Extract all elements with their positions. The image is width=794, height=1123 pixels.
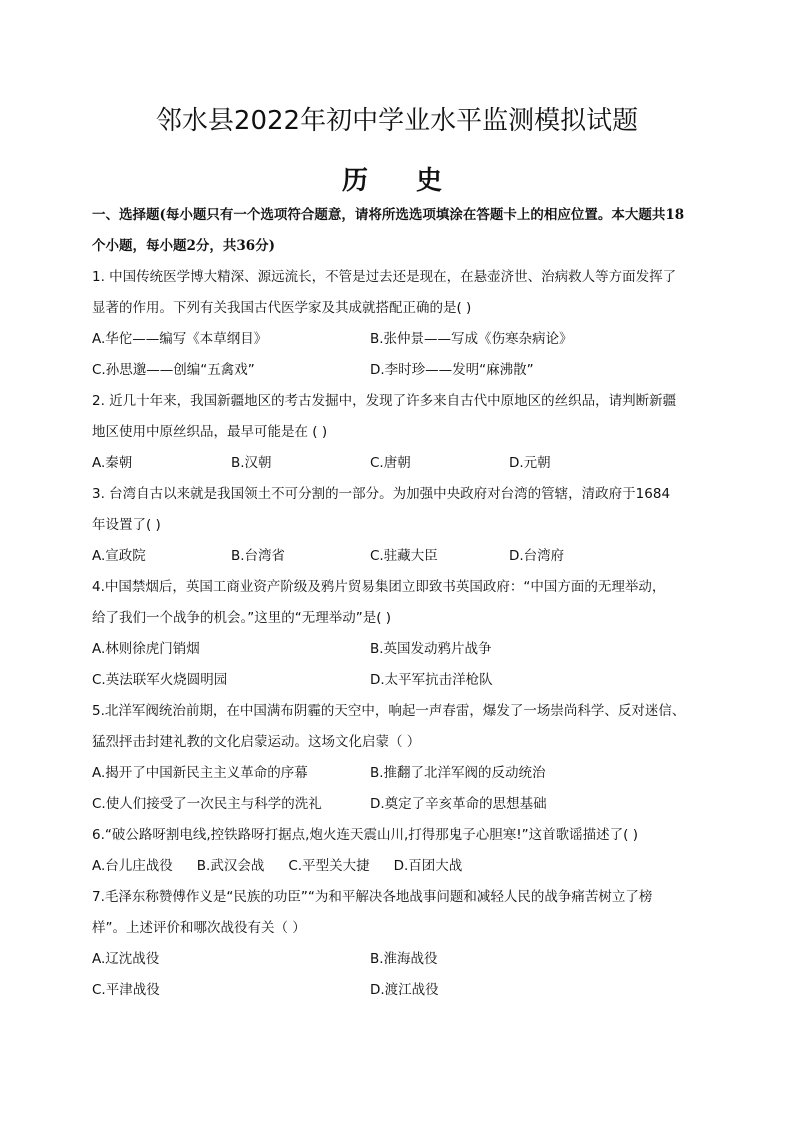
options-row [92,541,704,572]
options-row [92,789,704,820]
question-1 [92,262,704,386]
question-text-line: 7.毛泽东称赞傅作义是“民族的功臣”“为和平解决各地战事问题和减轻人民的战争痛苦树立了榜 [92,889,653,905]
question-text-line: 样”。上述评价和哪次战役有关（ ） [92,920,306,936]
question-text-line: 给了我们一个战争的机会。”这里的“无理举动”是( ) [92,610,392,626]
option-a: A.揭开了中国新民主主义革命的序幕 [92,765,308,781]
option-a: A.华佗——编写《本草纲目》 [92,331,268,347]
option-b: B.汉朝 [231,455,272,471]
question-text-line: 显著的作用。下列有关我国古代医学家及其成就搭配正确的是( ) [92,300,472,316]
option-c: C.驻藏大臣 [370,548,438,564]
question-5 [92,696,704,820]
option-a: A.辽沈战役 [92,951,160,967]
option-d: D.百团大战 [393,858,463,874]
option-d: D.元朝 [509,455,551,471]
options-row [92,324,704,355]
option-c: C.使人们接受了一次民主与科学的洗礼 [92,796,322,812]
question-3 [92,479,704,572]
question-text-line: 1. 中国传统医学博大精深、源远流长，不管是过去还是现在，在悬壶济世、治病救人等方面发挥了 [92,269,677,285]
option-c: C.英法联军火烧圆明园 [92,672,228,688]
option-d: D.李时珍——发明“麻沸散” [370,362,534,378]
option-a: A.秦朝 [92,455,133,471]
option-b: B.台湾省 [231,548,286,564]
option-d: D.台湾府 [509,548,565,564]
question-text-line: 6.“破公路呀割电线,控铁路呀打据点,炮火连天震山川,打得那鬼子心胆寒!”这首歌谣描述了( ) [92,827,638,843]
option-c: C.唐朝 [370,455,411,471]
options-row [92,634,704,665]
option-b: B.推翻了北洋军阀的反动统治 [370,765,546,781]
option-c: C.平津战役 [92,982,160,998]
option-a: A.宣政院 [92,548,146,564]
option-b: B.张仲景——写成《伤寒杂病论》 [370,331,573,347]
section-heading [92,200,704,262]
question-7 [92,882,704,1006]
option-a: A.林则徐虎门销烟 [92,641,200,657]
exam-content [92,200,704,1006]
section-heading-line: 一、选择题(每小题只有一个选项符合题意，请将所选选项填涂在答题卡上的相应位置。本大题共18 [92,207,685,223]
question-4 [92,572,704,696]
options-row [92,851,704,882]
question-6 [92,820,704,882]
question-text-line: 3. 台湾自古以来就是我国领土不可分割的一部分。为加强中央政府对台湾的管辖，清政府于1684 [92,486,671,502]
option-c: C.平型关大捷 [288,858,370,874]
option-d: D.渡江战役 [370,982,439,998]
question-text-line: 猛烈抨击封建礼教的文化启蒙运动。这场文化启蒙（ ） [92,734,421,750]
subject-title: 历 史 [341,166,453,196]
question-text-line: 5.北洋军阀统治前期，在中国满布阴霾的天空中，响起一声春雷，爆发了一场崇尚科学、反对迷信、 [92,703,686,719]
options-row [92,944,704,975]
option-b: B.武汉会战 [196,858,265,874]
question-text-line: 4.中国禁烟后，英国工商业资产阶级及鸦片贸易集团立即致书英国政府：“中国方面的无理举动， [92,579,666,595]
option-b: B.淮海战役 [370,951,438,967]
option-c: C.孙思邈——创编“五禽戏” [92,362,255,378]
options-row [92,448,704,479]
question-text-line: 2. 近几十年来，我国新疆地区的考古发掘中，发现了许多来自古代中原地区的丝织品，请判断新疆 [92,393,677,409]
section-heading-line: 个小题，每小题2分，共36分) [92,238,276,254]
option-d: D.太平军抗击洋枪队 [370,672,493,688]
options-row [92,355,704,386]
question-2 [92,386,704,479]
option-b: B.英国发动鸦片战争 [370,641,492,657]
option-a: A.台儿庄战役 [92,858,173,874]
options-row [92,665,704,696]
options-row [92,975,704,1006]
option-d: D.奠定了辛亥革命的思想基础 [370,796,547,812]
exam-title: 邻水县2022年初中学业水平监测模拟试题 [155,106,639,136]
question-text-line: 地区使用中原丝织品，最早可能是在 ( ) [92,424,328,440]
question-text-line: 年设置了( ) [92,517,161,533]
options-row [92,758,704,789]
